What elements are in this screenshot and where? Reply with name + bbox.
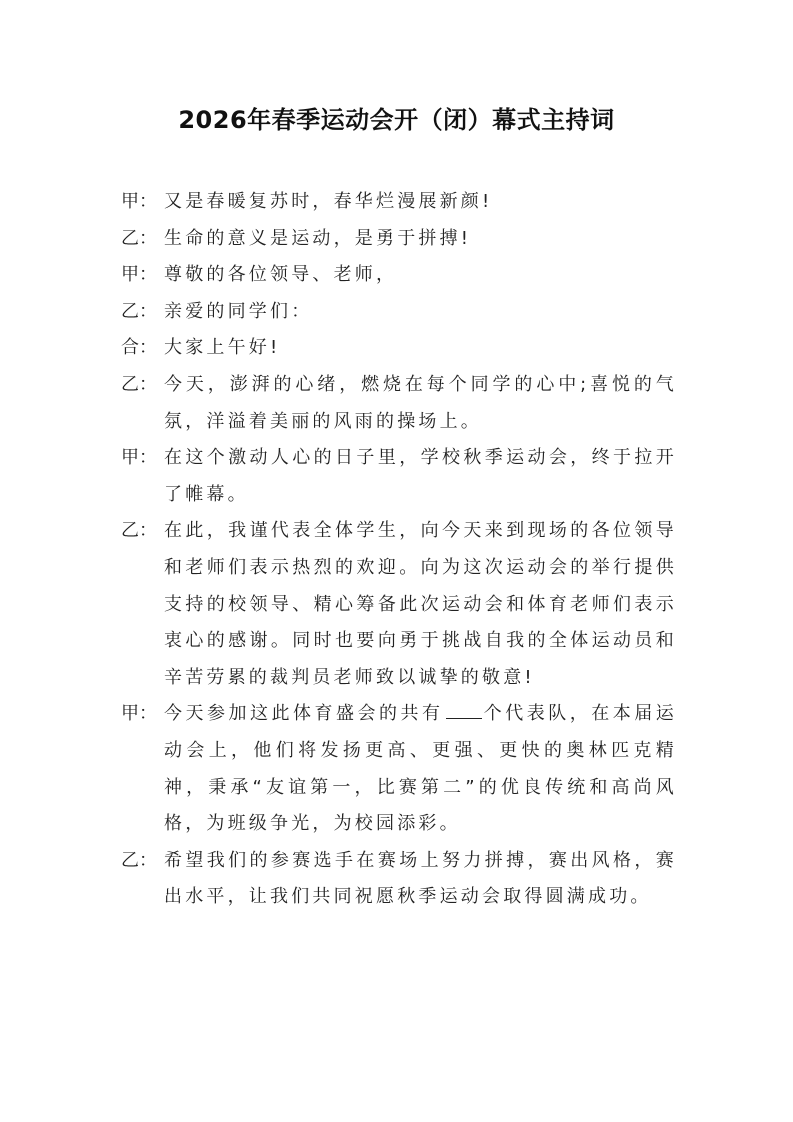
paragraph-4 [121, 294, 677, 331]
paragraph-3 [121, 257, 677, 294]
paragraph-10 [121, 843, 677, 916]
paragraph-8 [121, 513, 677, 696]
paragraph-7 [121, 440, 677, 513]
speaker-label: 乙： [121, 373, 157, 395]
paragraph-9 [121, 696, 677, 842]
paragraph-text: 生命的意义是运动，是勇于拼搏! [164, 227, 472, 249]
speaker-label: 甲： [121, 447, 157, 469]
speaker-label: 甲： [121, 191, 157, 212]
paragraph-text-before-blank: 今天参加这此体育盛会的共有 [164, 703, 444, 725]
paragraph-text: 在此，我谨代表全体学生，向今天来到现场的各位领导和老师们表示热烈的欢迎。向为这次运动会的举行提供支持的校领导、精心筹备此次运动会和体育老师们表示衷心的感谢。同时也要向勇于挑战自我的全体运动员和辛苦劳累的裁判员老师致以诚挚的敬意! [164, 520, 677, 688]
paragraph-5 [121, 330, 677, 367]
paragraph-6 [121, 367, 677, 440]
document-title: 2026年春季运动会开（闭）幕式主持词 [178, 106, 615, 134]
speaker-label: 甲： [121, 264, 157, 286]
paragraph-text: 又是春暖复苏时，春华烂漫展新颜! [164, 191, 493, 212]
document-body [121, 184, 677, 916]
speaker-label: 甲： [121, 703, 157, 725]
speaker-label: 乙： [121, 227, 157, 249]
speaker-label: 合： [121, 337, 157, 359]
paragraph-text: 在这个激动人心的日子里，学校秋季运动会，终于拉开了帷幕。 [164, 447, 677, 505]
paragraph-text: 希望我们的参赛选手在赛场上努力拼搏，赛出风格，赛出水平，让我们共同祝愿秋季运动会取得圆满成功。 [164, 849, 677, 908]
paragraph-text: 尊敬的各位领导、老师， [164, 264, 398, 286]
speaker-label: 乙： [121, 300, 157, 322]
paragraph-text-after-blank: 个代表队，在本届运动会上，他们将发扬更高、更强、更快的奥林匹克精神，秉承“友谊第一，比赛第二”的优良传统和高尚风格，为班级争光，为校园添彩。 [164, 703, 677, 835]
fill-in-blank [446, 700, 482, 719]
paragraph-text: 大家上午好! [164, 337, 281, 359]
paragraph-2 [121, 221, 677, 258]
speaker-label: 乙： [121, 520, 157, 542]
paragraph-text: 亲爱的同学们： [164, 300, 313, 322]
paragraph-text: 今天，澎湃的心绪，燃烧在每个同学的心中;喜悦的气氛，洋溢着美丽的风雨的操场上。 [164, 373, 677, 432]
speaker-label: 乙： [121, 849, 157, 871]
paragraph-1 [121, 184, 677, 221]
